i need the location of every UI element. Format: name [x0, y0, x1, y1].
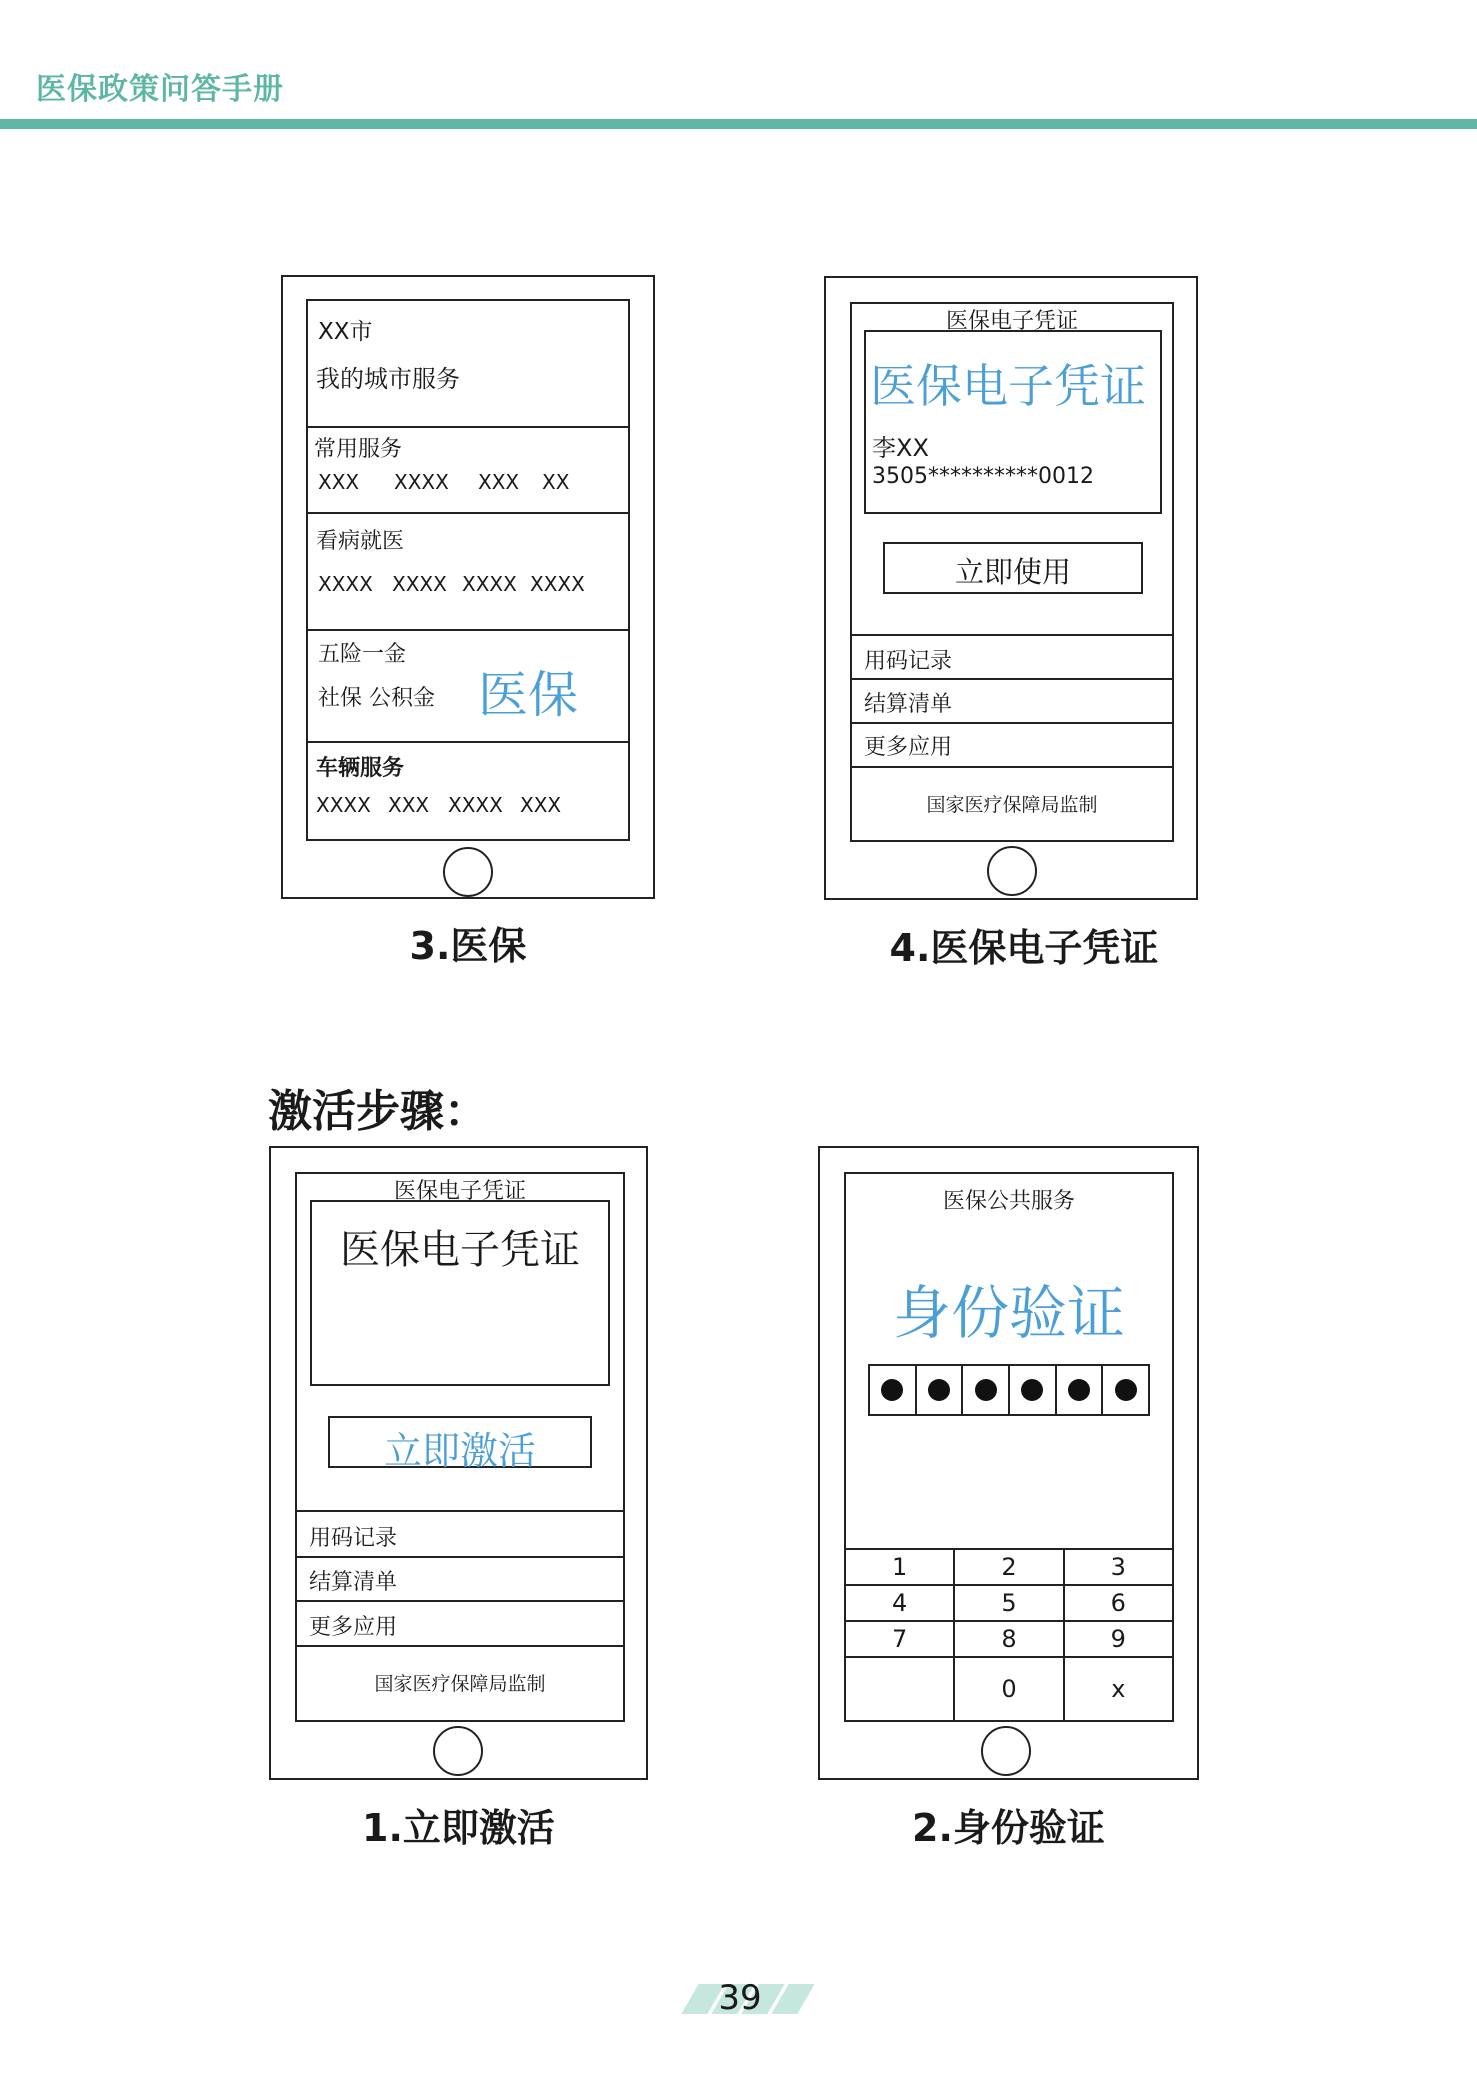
menu-item-settlement[interactable] [852, 678, 1172, 722]
keypad-key[interactable]: 5 [955, 1586, 1064, 1620]
city-label: XX市 [318, 319, 373, 345]
common-services-section[interactable] [308, 426, 628, 512]
vehicle-item[interactable]: XXX [520, 793, 562, 817]
caption-yibao: 3.医保 [409, 924, 527, 968]
keypad-key[interactable]: 0 [955, 1658, 1064, 1720]
city-service-label: 我的城市服务 [316, 365, 460, 393]
holder-id-number: 3505**********0012 [872, 464, 1094, 489]
pin-cell [917, 1366, 964, 1414]
credential-top-title: 医保电子凭证 [945, 309, 1078, 334]
pin-cell [963, 1366, 1010, 1414]
menu-label: 更多应用 [864, 735, 953, 760]
pin-dot [1068, 1379, 1090, 1401]
vehicle-item[interactable]: XXXX [448, 793, 503, 817]
vehicle-item[interactable]: XXXX [316, 793, 371, 817]
header-divider [0, 119, 1477, 129]
insurance-sub-label: 社保 公积金 [318, 686, 435, 711]
header-title: 医保政策问答手册 [36, 72, 284, 107]
phone-activate-screen [295, 1172, 625, 1722]
menu-label: 用码记录 [864, 649, 953, 674]
keypad-key[interactable]: 8 [955, 1622, 1064, 1656]
phone-e-credential [824, 276, 1198, 900]
home-button[interactable] [981, 1726, 1031, 1776]
phone-yibao-screen [306, 299, 630, 841]
insurance-label: 五险一金 [318, 642, 407, 667]
phone-activate [269, 1146, 648, 1780]
home-button[interactable] [987, 846, 1037, 896]
common-services-label: 常用服务 [314, 437, 403, 462]
medical-item[interactable]: XXXX [530, 572, 585, 596]
use-now-button[interactable] [883, 542, 1143, 594]
keypad-key-delete[interactable]: x [1111, 1675, 1126, 1703]
menu-label: 更多应用 [309, 1615, 398, 1640]
phone-identity-verify [818, 1146, 1199, 1780]
phone-yibao [281, 275, 655, 899]
keypad-key[interactable]: 4 [846, 1586, 955, 1620]
home-button[interactable] [433, 1726, 483, 1776]
credential-card-title: 医保电子凭证 [870, 359, 1146, 413]
menu-item-more-apps[interactable] [852, 722, 1172, 766]
keypad-key[interactable]: 3 [1110, 1553, 1126, 1581]
activate-top-title: 医保电子凭证 [393, 1179, 526, 1204]
home-button[interactable] [443, 847, 493, 897]
section-title: 激活步骤： [268, 1086, 488, 1137]
caption-identity-verify: 2.身份验证 [912, 1806, 1105, 1850]
menu-item-settlement[interactable] [297, 1556, 623, 1600]
pin-dot [975, 1379, 997, 1401]
footer-label: 国家医疗保障局监制 [926, 794, 1098, 816]
caption-e-credential: 4.医保电子凭证 [889, 926, 1159, 970]
yibao-highlight[interactable]: 医保 [478, 666, 578, 724]
vehicle-item[interactable]: XXX [388, 793, 430, 817]
phone-e-credential-screen [850, 302, 1174, 842]
pin-dot [881, 1379, 903, 1401]
common-item[interactable]: XX [542, 470, 570, 494]
activate-now-button[interactable] [328, 1416, 592, 1473]
holder-name: 李XX [872, 434, 929, 462]
keypad-key[interactable]: 6 [1110, 1589, 1126, 1617]
public-service-title: 医保公共服务 [942, 1189, 1075, 1214]
activate-card-title: 医保电子凭证 [340, 1227, 580, 1273]
vehicle-label: 车辆服务 [316, 756, 405, 781]
pin-dot [1115, 1379, 1137, 1401]
common-item[interactable]: XXXX [394, 470, 449, 494]
numeric-keypad [846, 1548, 1172, 1720]
medical-section[interactable] [308, 512, 628, 629]
medical-item[interactable]: XXXX [318, 572, 373, 596]
menu-item-more-apps[interactable] [297, 1600, 623, 1645]
keypad-key[interactable]: 9 [1110, 1625, 1126, 1653]
footer-label: 国家医疗保障局监制 [374, 1673, 546, 1695]
pin-entry[interactable] [868, 1364, 1150, 1416]
pin-cell [1103, 1366, 1148, 1414]
keypad-key[interactable]: 7 [846, 1622, 955, 1656]
phone-identity-verify-screen [844, 1172, 1174, 1722]
medical-item[interactable]: XXXX [392, 572, 447, 596]
medical-label: 看病就医 [316, 529, 405, 554]
use-now-label: 立即使用 [954, 555, 1071, 589]
credential-footer [852, 766, 1172, 842]
caption-activate: 1.立即激活 [362, 1806, 555, 1850]
keypad-key[interactable]: 2 [955, 1550, 1064, 1584]
common-item[interactable]: XXX [478, 470, 520, 494]
pin-dot [928, 1379, 950, 1401]
identity-verify-title: 身份验证 [892, 1279, 1125, 1347]
menu-item-code-records[interactable] [297, 1510, 623, 1556]
page-number: 39 [718, 1978, 762, 2018]
keypad-key-blank [846, 1658, 955, 1720]
menu-label: 结算清单 [309, 1570, 398, 1595]
menu-label: 结算清单 [864, 692, 953, 717]
pin-dot [1021, 1379, 1043, 1401]
menu-item-code-records[interactable] [852, 634, 1172, 678]
activate-footer [297, 1645, 623, 1722]
menu-label: 用码记录 [309, 1526, 398, 1551]
pin-cell [1010, 1366, 1057, 1414]
pin-cell [870, 1366, 917, 1414]
credential-card[interactable] [864, 330, 1162, 514]
keypad-key[interactable]: 1 [846, 1550, 955, 1584]
medical-item[interactable]: XXXX [462, 572, 517, 596]
activate-card[interactable] [310, 1200, 610, 1386]
activate-now-label: 立即激活 [383, 1429, 536, 1473]
vehicle-section[interactable] [308, 741, 628, 841]
common-item[interactable]: XXX [318, 470, 360, 494]
pin-cell [1057, 1366, 1104, 1414]
insurance-section[interactable] [308, 629, 628, 741]
